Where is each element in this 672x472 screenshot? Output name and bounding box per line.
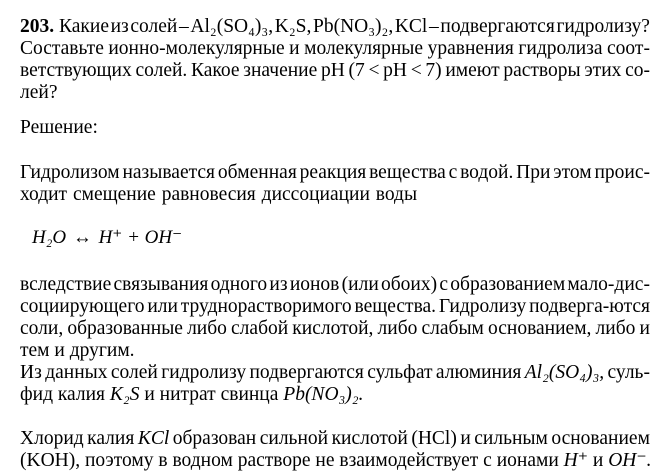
problem-number: 203.: [20, 16, 55, 37]
equation-lhs: H₂O: [32, 227, 67, 248]
explanation-line-1: вследствие связывания одного из ионов (или обоих) с образованием мало-дис-: [20, 274, 650, 295]
problem-line-2: Составьте ионно-молекулярные и молекулярные уравнения гидролиза соот-: [20, 38, 650, 59]
explanation-line-5: Из данных солей гидролизу подвергаются сульфат алюминия Al₂(SO₄)₃, суль-: [20, 362, 650, 383]
definition-line-1: Гидролизом называется обменная реакция вещества с водой. При этом проис-: [20, 162, 650, 183]
explanation-line-6: фид калия K₂S и нитрат свинца Pb(NO₃)₂.: [20, 384, 364, 405]
definition-line-2: ходит смещение равновесия диссоциации воды: [20, 184, 418, 205]
equilibrium-arrow-icon: ↔: [72, 227, 92, 248]
explanation-line-3: соли, образованные либо слабой кислотой, либо слабым основанием, либо и: [20, 318, 650, 339]
solution-label: Решение:: [20, 117, 98, 138]
formula-potassium-sulfide: K₂S: [109, 384, 140, 405]
problem-line-4: лей?: [20, 82, 58, 103]
kcl-line-2: (KOH), поэтому в водном растворе не взаимодействует с ионами H⁺ и OH⁻.: [20, 450, 652, 471]
formula-aluminium-sulfate: Al₂(SO₄)₃,: [524, 362, 605, 383]
explanation-line-4: тем и другим.: [20, 340, 135, 361]
problem-line-3: ветствующих солей. Какое значение pH (7 < pH < 7) имеют растворы этих со-: [20, 60, 650, 81]
formula-lead-nitrate: Pb(NO₃)₂.: [283, 384, 364, 405]
water-dissociation-equation: [32, 227, 182, 249]
explanation-line-2: социирующего или труднорастворимого вещества. Гидролизу подверга-ются: [20, 296, 650, 317]
problem-line-1: 203. Какие из солей – Al₂(SO₄)₃, K₂S, Pb(NO₃)₂, KCl – подвергаются гидролизу?: [20, 16, 650, 37]
kcl-line-1: Хлорид калия KCl образован сильной кислотой (HCl) и сильным основанием: [20, 428, 650, 449]
equation-rhs: H⁺ + OH⁻: [98, 227, 183, 248]
formula-kcl: KCl: [137, 428, 170, 449]
